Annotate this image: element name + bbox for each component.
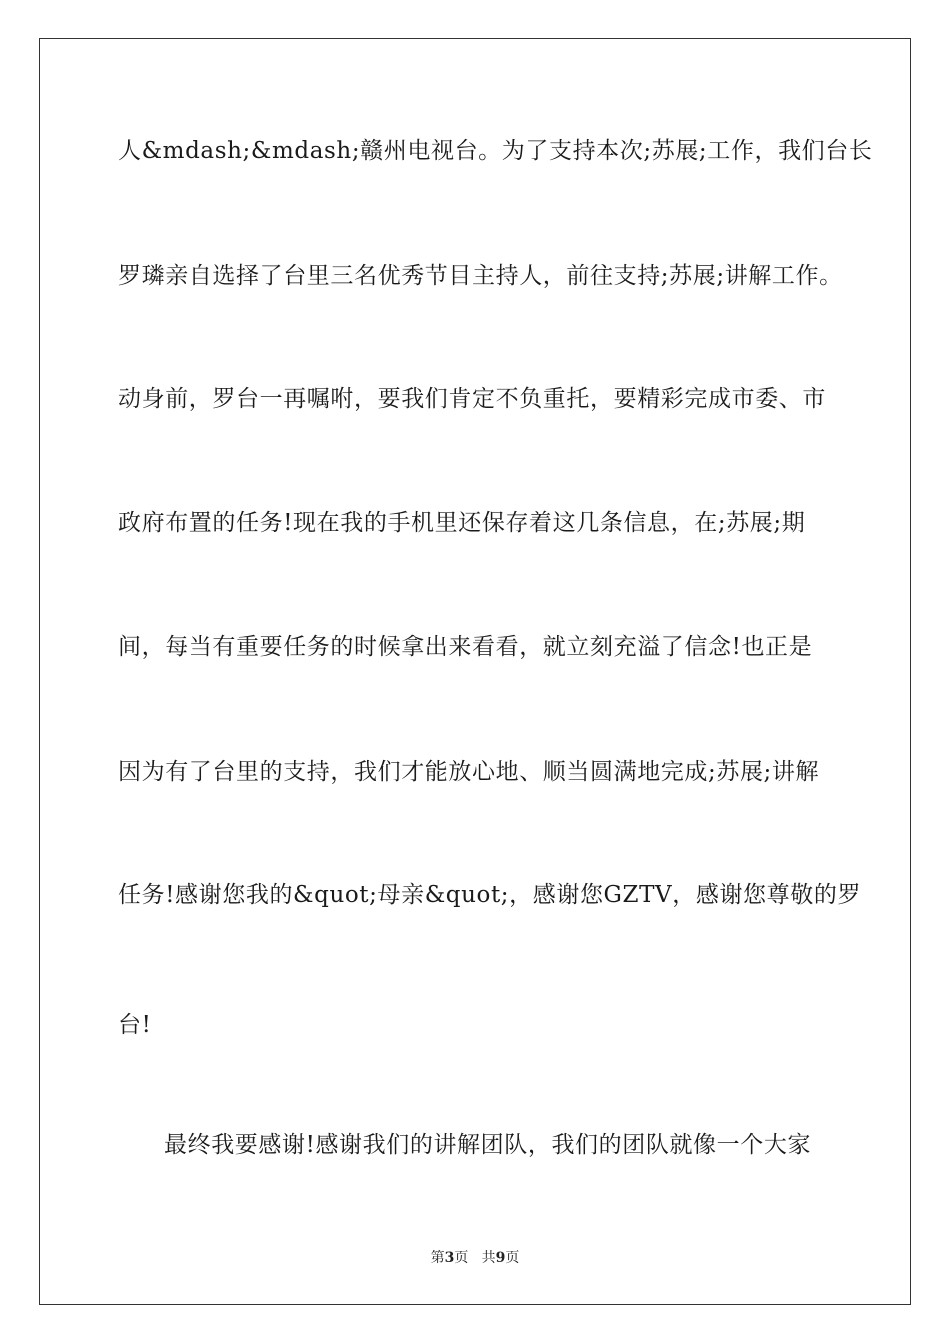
body-text-line: 政府布置的任务!现在我的手机里还保存着这几条信息，在;苏展;期 <box>118 510 806 536</box>
body-text-line: 人&mdash;&mdash;赣州电视台。为了支持本次;苏展;工作，我们台长 <box>118 138 873 164</box>
page-border <box>39 38 911 1305</box>
body-text-line: 动身前，罗台一再嘱咐，要我们肯定不负重托，要精彩完成市委、市 <box>118 386 826 412</box>
total-page-count: 9 <box>495 1250 506 1266</box>
current-page-number: 3 <box>444 1250 455 1266</box>
body-text-line: 台! <box>118 1012 152 1038</box>
body-text-line: 间，每当有重要任务的时候拿出来看看，就立刻充溢了信念!也正是 <box>118 634 813 660</box>
page-prefix: 第 <box>430 1250 445 1266</box>
body-text-line: 罗璘亲自选择了台里三名优秀节目主持人，前往支持;苏展;讲解工作。 <box>118 263 843 289</box>
body-text-line-indented: 最终我要感谢!感谢我们的讲解团队，我们的团队就像一个大家 <box>164 1132 812 1158</box>
page-suffix: 页 <box>454 1250 469 1266</box>
body-text-line: 因为有了台里的支持，我们才能放心地、顺当圆满地完成;苏展;讲解 <box>118 759 820 785</box>
body-text-line: 任务!感谢您我的&quot;母亲&quot;，感谢您GZTV，感谢您尊敬的罗 <box>118 882 862 908</box>
total-prefix: 共 <box>481 1250 496 1266</box>
page-footer <box>0 1247 950 1267</box>
total-suffix: 页 <box>505 1250 520 1266</box>
